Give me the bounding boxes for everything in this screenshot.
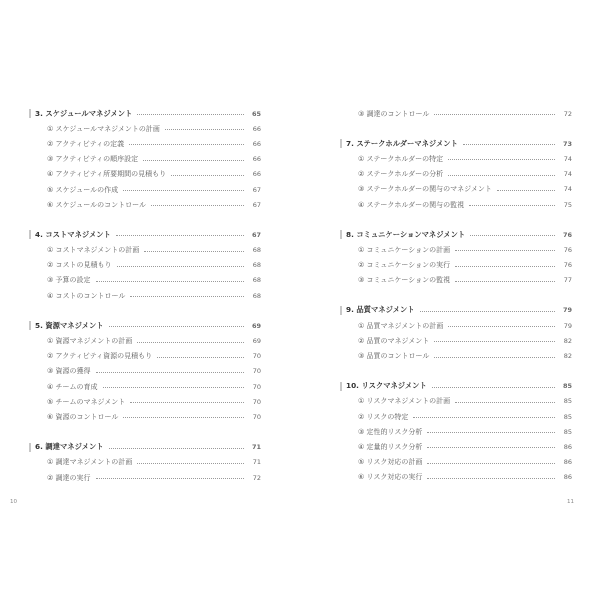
toc-entry [31, 333, 261, 348]
dot-leader [96, 372, 244, 373]
dot-leader [165, 129, 244, 130]
toc-chapter-heading [31, 227, 261, 242]
toc-chapter-heading [31, 318, 261, 333]
entry-title: ③ 資源の獲得 [47, 367, 91, 376]
entry-title: ② アクティビティ資源の見積もり [47, 352, 153, 361]
entry-page-number: 66 [252, 139, 261, 148]
dot-leader [151, 205, 244, 206]
toc-chapter-heading [342, 136, 572, 151]
chapter-page-number: 65 [251, 109, 261, 118]
toc-entry [342, 258, 572, 273]
toc-chapter-heading [31, 440, 261, 455]
chapter-title: 7. ステークホルダーマネジメント [346, 138, 458, 148]
dot-leader [413, 417, 555, 418]
dot-leader [143, 160, 244, 161]
entry-page-number: 79 [563, 321, 572, 330]
chapter-page-number: 67 [251, 230, 261, 239]
toc-section [31, 227, 261, 303]
entry-page-number: 66 [252, 124, 261, 133]
entry-title: ⑥ 資源のコントロール [47, 412, 119, 421]
dot-leader [455, 250, 555, 251]
toc-entry [31, 243, 261, 258]
entry-page-number: 86 [563, 473, 572, 482]
entry-title: ④ コストのコントロール [47, 291, 126, 300]
toc-entry [31, 364, 261, 379]
dot-leader [455, 266, 555, 267]
entry-page-number: 82 [563, 336, 572, 345]
page-number-left: 10 [10, 499, 17, 505]
toc-section [342, 227, 572, 288]
chapter-page-number: 71 [251, 443, 261, 452]
entry-page-number: 68 [252, 261, 261, 270]
entry-title: ⑤ リスク対応の計画 [358, 458, 423, 467]
entry-page-number: 68 [252, 291, 261, 300]
entry-page-number: 69 [252, 337, 261, 346]
toc-entry [342, 394, 572, 409]
entry-title: ② コストの見積もり [47, 261, 112, 270]
toc-right-column [342, 106, 572, 485]
entry-page-number: 74 [563, 170, 572, 179]
chapter-title: 10. リスクマネジメント [346, 381, 427, 391]
dot-leader [427, 447, 555, 448]
dot-leader [434, 341, 555, 342]
entry-page-number: 70 [252, 352, 261, 361]
toc-entry [31, 152, 261, 167]
dot-leader [434, 114, 555, 115]
toc-entry [31, 121, 261, 136]
entry-title: ③ 調達のコントロール [358, 109, 430, 118]
toc-entry [31, 349, 261, 364]
dot-leader [137, 342, 244, 343]
entry-title: ① 資源マネジメントの計画 [47, 337, 133, 346]
dot-leader [455, 402, 555, 403]
chapter-title: 8. コミュニケーションマネジメント [346, 229, 466, 239]
entry-title: ③ コミュニケーションの監視 [358, 276, 451, 285]
dot-leader [103, 387, 244, 388]
entry-page-number: 85 [563, 412, 572, 421]
chapter-page-number: 73 [562, 139, 572, 148]
toc-entry [31, 136, 261, 151]
entry-page-number: 74 [563, 154, 572, 163]
entry-page-number: 77 [563, 276, 572, 285]
dot-leader [116, 235, 244, 236]
entry-title: ③ アクティビティの順序設定 [47, 155, 139, 164]
entry-page-number: 68 [252, 276, 261, 285]
entry-title: ④ 定量的リスク分析 [358, 442, 423, 451]
chapter-title: 6. 調達マネジメント [35, 442, 104, 452]
chapter-page-number: 69 [251, 321, 261, 330]
toc-entry [342, 348, 572, 363]
entry-page-number: 70 [252, 397, 261, 406]
entry-title: ① 調達マネジメントの計画 [47, 458, 133, 467]
entry-page-number: 72 [252, 473, 261, 482]
entry-title: ③ 品質のコントロール [358, 352, 430, 361]
dot-leader [427, 432, 555, 433]
toc-entry [342, 167, 572, 182]
dot-leader [123, 417, 244, 418]
dot-leader [123, 190, 244, 191]
entry-page-number: 76 [563, 261, 572, 270]
dot-leader [448, 159, 555, 160]
toc-chapter-heading [342, 227, 572, 242]
chapter-page-number: 79 [562, 306, 572, 315]
entry-title: ④ チームの育成 [47, 382, 98, 391]
dot-leader [497, 190, 555, 191]
toc-entry [342, 318, 572, 333]
entry-title: ② ステークホルダーの分析 [358, 170, 444, 179]
toc-entry [342, 470, 572, 485]
dot-leader [469, 205, 555, 206]
entry-title: ③ ステークホルダーの関与のマネジメント [358, 185, 492, 194]
entry-title: ④ ステークホルダーの関与の監視 [358, 200, 465, 209]
entry-title: ① リスクマネジメントの計画 [358, 397, 451, 406]
dot-leader [171, 175, 244, 176]
toc-entry [342, 439, 572, 454]
chapter-page-number: 85 [562, 382, 572, 391]
toc-entry [342, 197, 572, 212]
entry-title: ② 品質のマネジメント [358, 336, 430, 345]
dot-leader [109, 448, 244, 449]
dot-leader [96, 478, 244, 479]
entry-title: ⑥ スケジュールのコントロール [47, 200, 146, 209]
toc-entry [342, 182, 572, 197]
entry-page-number: 66 [252, 170, 261, 179]
toc-chapter-heading [31, 106, 261, 121]
entry-page-number: 76 [563, 245, 572, 254]
toc-entry [31, 273, 261, 288]
toc-entry [31, 455, 261, 470]
entry-page-number: 72 [563, 109, 572, 118]
entry-title: ⑥ リスク対応の実行 [358, 473, 423, 482]
entry-title: ① 品質マネジメントの計画 [358, 321, 444, 330]
toc-entry [31, 409, 261, 424]
dot-leader [130, 296, 244, 297]
dot-leader [448, 175, 555, 176]
chapter-title: 9. 品質マネジメント [346, 305, 415, 315]
chapter-title: 3. スケジュールマネジメント [35, 108, 133, 118]
toc-section [342, 379, 572, 485]
toc-entry [342, 242, 572, 257]
toc-section [342, 303, 572, 364]
entry-title: ① コミュニケーションの計画 [358, 245, 451, 254]
entry-page-number: 70 [252, 412, 261, 421]
toc-entry [31, 258, 261, 273]
entry-page-number: 85 [563, 427, 572, 436]
entry-title: ③ 予算の設定 [47, 276, 91, 285]
entry-page-number: 86 [563, 458, 572, 467]
page-number-right: 11 [567, 499, 574, 505]
entry-title: ⑤ チームのマネジメント [47, 397, 126, 406]
entry-title: ④ アクティビティ所要期間の見積もり [47, 170, 167, 179]
dot-leader [109, 326, 244, 327]
toc-entry [31, 394, 261, 409]
entry-page-number: 68 [252, 246, 261, 255]
entry-page-number: 70 [252, 367, 261, 376]
entry-title: ① ステークホルダーの特定 [358, 154, 444, 163]
entry-page-number: 74 [563, 185, 572, 194]
dot-leader [434, 357, 555, 358]
dot-leader [157, 357, 244, 358]
entry-title: ② リスクの特定 [358, 412, 409, 421]
toc-entry [31, 167, 261, 182]
dot-leader [432, 387, 555, 388]
entry-title: ② 調達の実行 [47, 473, 91, 482]
toc-entry [342, 409, 572, 424]
toc-section [342, 106, 572, 121]
dot-leader [427, 463, 555, 464]
toc-entry [31, 288, 261, 303]
dot-leader [130, 402, 244, 403]
dot-leader [137, 114, 244, 115]
entry-title: ① コストマネジメントの計画 [47, 246, 140, 255]
entry-page-number: 85 [563, 397, 572, 406]
entry-page-number: 71 [252, 458, 261, 467]
entry-page-number: 67 [252, 200, 261, 209]
entry-title: ③ 定性的リスク分析 [358, 427, 423, 436]
toc-entry [342, 424, 572, 439]
toc-section [342, 136, 572, 212]
toc-entry [31, 470, 261, 485]
toc-entry [342, 106, 572, 121]
chapter-title: 4. コストマネジメント [35, 229, 111, 239]
dot-leader [427, 478, 555, 479]
dot-leader [137, 463, 244, 464]
dot-leader [420, 311, 555, 312]
dot-leader [455, 281, 555, 282]
toc-left-column [31, 106, 261, 485]
dot-leader [463, 144, 555, 145]
toc-entry [342, 455, 572, 470]
toc-chapter-heading [342, 303, 572, 318]
entry-page-number: 75 [563, 200, 572, 209]
toc-section [31, 106, 261, 212]
toc-entry [342, 333, 572, 348]
toc-section [31, 318, 261, 424]
chapter-title: 5. 資源マネジメント [35, 320, 104, 330]
entry-page-number: 86 [563, 442, 572, 451]
toc-entry [31, 182, 261, 197]
dot-leader [117, 266, 244, 267]
entry-title: ⑤ スケジュールの作成 [47, 185, 119, 194]
entry-title: ② アクティビティの定義 [47, 139, 125, 148]
dot-leader [448, 326, 555, 327]
dot-leader [470, 235, 555, 236]
dot-leader [129, 144, 244, 145]
entry-page-number: 70 [252, 382, 261, 391]
entry-page-number: 82 [563, 352, 572, 361]
entry-page-number: 67 [252, 185, 261, 194]
entry-page-number: 66 [252, 155, 261, 164]
toc-section [31, 440, 261, 486]
entry-title: ② コミュニケーションの実行 [358, 261, 451, 270]
chapter-page-number: 76 [562, 230, 572, 239]
toc-entry [31, 379, 261, 394]
entry-title: ① スケジュールマネジメントの計画 [47, 124, 160, 133]
toc-chapter-heading [342, 379, 572, 394]
dot-leader [144, 251, 244, 252]
toc-entry [342, 151, 572, 166]
toc-entry [31, 197, 261, 212]
dot-leader [96, 281, 244, 282]
toc-entry [342, 273, 572, 288]
